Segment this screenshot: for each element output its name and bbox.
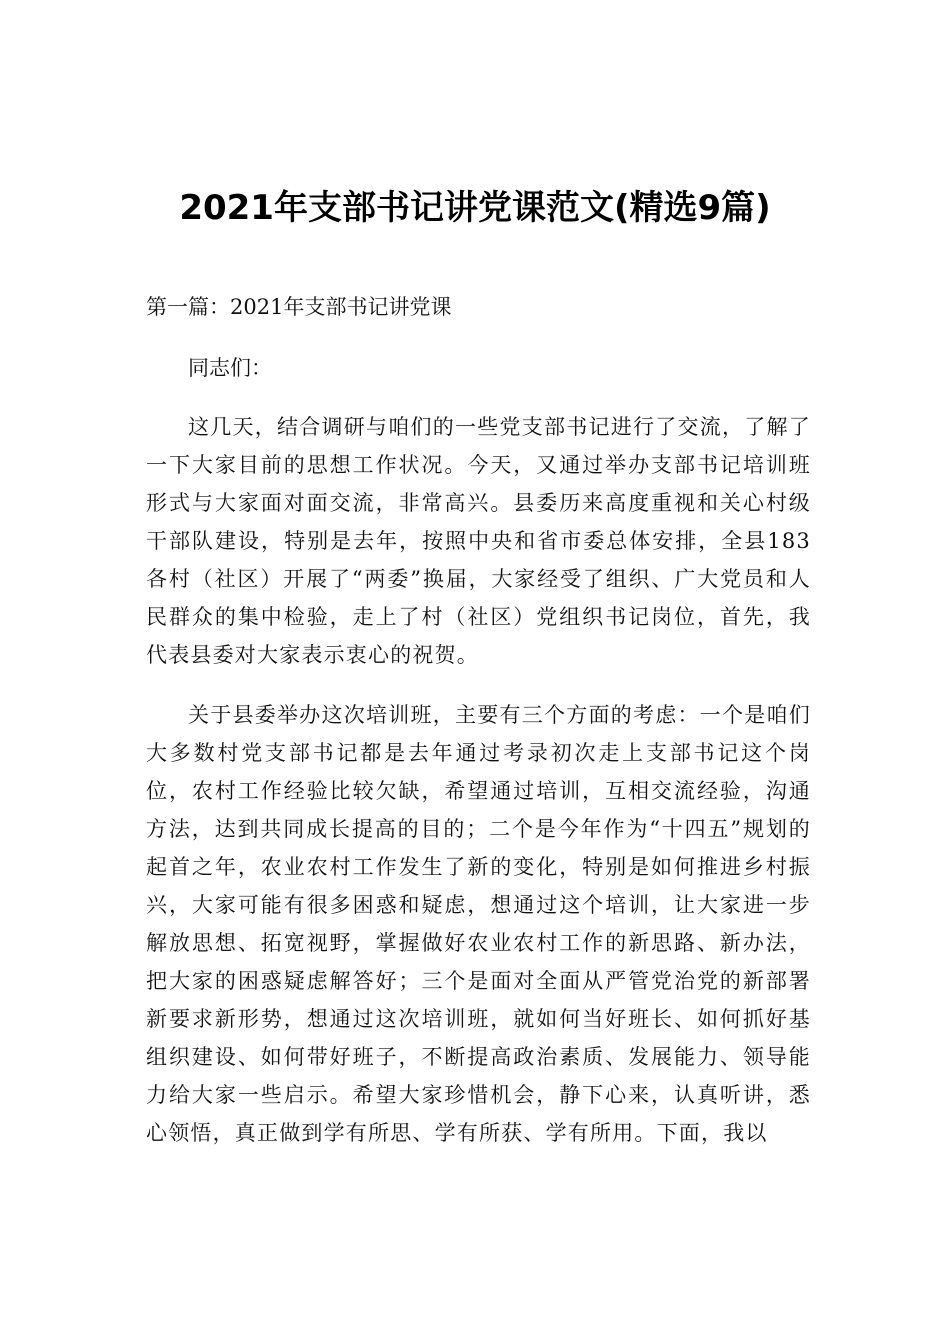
- salutation: 同志们：: [188, 356, 272, 380]
- section-heading: 第一篇：2021年支部书记讲党课: [146, 295, 452, 319]
- document-body: [146, 349, 811, 1174]
- document-title: 2021年支部书记讲党课范文(精选9篇): [179, 188, 771, 228]
- body-paragraph: 关于县委举办这次培训班，主要有三个方面的考虑：一个是咱们大多数村党支部书记都是去年通过考录初次走上支部书记这个岗位，农村工作经验比较欠缺，希望通过培训，互相交流经验，沟通方法，达到共同成长提高的目的；二个是今年作为“十四五”规划的起首之年，农业农村工作发生了新的变化，特别是如何推进乡村振兴，大家可能有很多困惑和疑虑，想通过这个培训，让大家进一步解放思想、拓宽视野，掌握做好农业农村工作的新思路、新办法，把大家的困惑疑虑解答好；三个是面对全面从严管党治党的新部署新要求新形势，想通过这次培训班，就如何当好班长、如何抓好基组织建设、如何带好班子，不断提高政治素质、发展能力、领导能力给大家一些启示。希望大家珍惜机会，静下心来，认真听讲，悉心领悟，真正做到学有所思、学有所获、学有所用。下面，我以: [146, 703, 811, 1145]
- body-paragraph: 这几天，结合调研与咱们的一些党支部书记进行了交流，了解了一下大家目前的思想工作状况。今天，又通过举办支部书记培训班形式与大家面对面交流，非常高兴。县委历来高度重视和关心村级干部队建设，特别是去年，按照中央和省市委总体安排，全县183各村（社区）开展了“两委”换届，大家经受了组织、广大党员和人民群众的集中检验，走上了村（社区）党组织书记岗位，首先，我代表县委对大家表示衷心的祝贺。: [146, 415, 811, 667]
